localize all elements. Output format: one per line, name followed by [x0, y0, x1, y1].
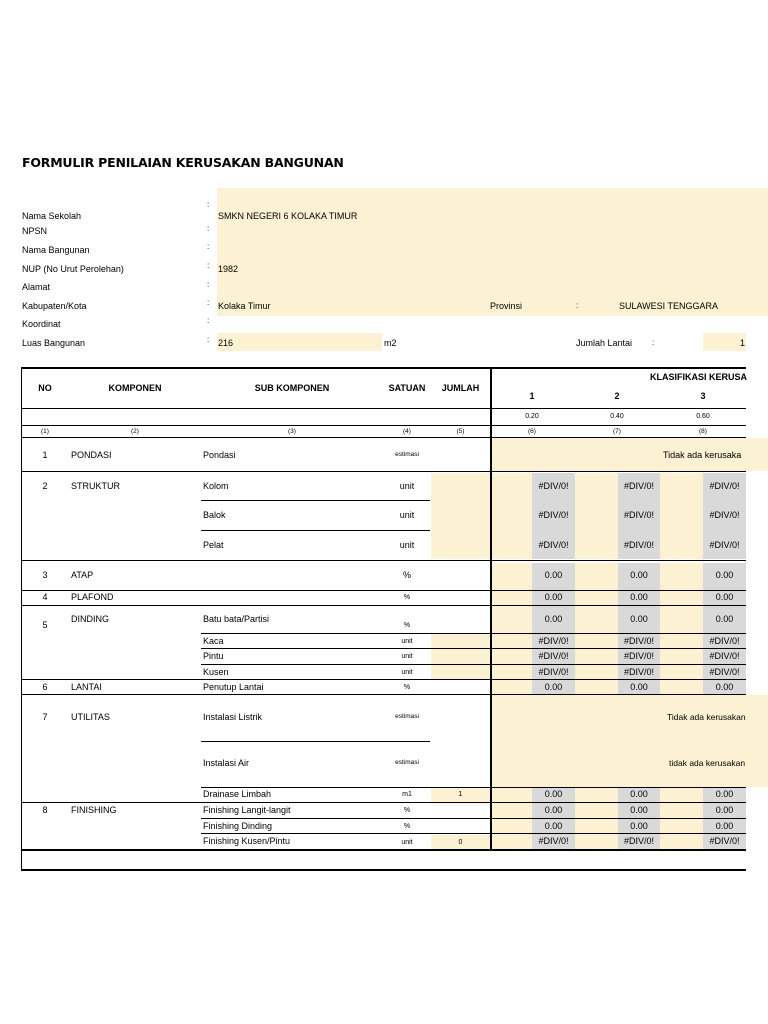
provinsi-value[interactable]: SULAWESI TENGGARA	[619, 301, 719, 311]
value-2: #DIV/0!	[623, 836, 654, 846]
header-klasifikasi: KLASIFIKASI KERUSA	[650, 372, 748, 382]
kabupaten-label: Kabupaten/Kota	[22, 301, 87, 311]
table-line	[21, 425, 746, 426]
colon: :	[207, 335, 210, 344]
row-satuan: %	[403, 594, 411, 601]
row-sub: Penutup Lantai	[203, 682, 264, 692]
nama-sekolah-label: Nama Sekolah	[22, 211, 82, 221]
row-satuan: unit	[399, 481, 415, 491]
row-sub: Finishing Dinding	[203, 821, 273, 831]
alamat-label: Alamat	[22, 282, 51, 292]
value-3: #DIV/0!	[709, 636, 740, 646]
value-3: 0.00	[715, 821, 734, 831]
table-line	[201, 787, 746, 788]
value-3: #DIV/0!	[709, 836, 740, 846]
row-sub: Batu bata/Partisi	[203, 614, 270, 624]
value-3: #DIV/0!	[709, 481, 740, 491]
value-3: 0.00	[715, 682, 734, 692]
row-sub: Finishing Langit-langit	[203, 805, 291, 815]
row-sub: Pintu	[203, 651, 224, 661]
value-3: #DIV/0!	[709, 667, 740, 677]
nup-label: NUP (No Urut Perolehan)	[22, 264, 124, 274]
table-line	[21, 408, 746, 409]
row-komponen: STRUKTUR	[71, 481, 120, 491]
colon: :	[207, 224, 210, 233]
table-line	[21, 802, 746, 803]
colon: :	[207, 316, 210, 325]
luas-value[interactable]: 216	[218, 338, 234, 348]
table-line	[201, 648, 746, 649]
row-sub: Pondasi	[203, 450, 236, 460]
header-k2: 2	[614, 391, 620, 401]
luas-label: Luas Bangunan	[22, 338, 86, 348]
provinsi-label: Provinsi	[490, 301, 523, 311]
row-satuan: unit	[401, 839, 413, 846]
value-2: #DIV/0!	[623, 636, 654, 646]
row-sub: Instalasi Air	[203, 758, 250, 768]
row-komponen: PONDASI	[71, 450, 112, 460]
table-line	[21, 605, 746, 606]
table-line	[21, 849, 746, 851]
table-line	[201, 500, 430, 501]
row-komponen: FINISHING	[71, 805, 117, 815]
row-sub: Drainase Limbah	[203, 789, 272, 799]
row-komponen: ATAP	[71, 570, 94, 580]
value-3: #DIV/0!	[709, 651, 740, 661]
row-no: 5	[42, 620, 48, 630]
colon: :	[652, 338, 655, 347]
value-1: 0.00	[544, 614, 563, 624]
row-satuan: %	[402, 570, 411, 580]
colon: :	[207, 261, 210, 270]
row-no: 2	[42, 481, 48, 491]
row-no: 6	[42, 682, 48, 692]
col-num: (2)	[131, 428, 139, 435]
row-satuan: %	[403, 684, 411, 691]
row-no: 7	[42, 712, 48, 722]
header-jumlah: JUMLAH	[441, 383, 480, 393]
colon: :	[207, 200, 210, 209]
value-2: #DIV/0!	[623, 540, 654, 550]
table-line	[21, 679, 746, 680]
table-line	[201, 530, 430, 531]
value-2: 0.00	[630, 805, 648, 815]
value-1: #DIV/0!	[538, 667, 569, 677]
value-1: #DIV/0!	[538, 636, 569, 646]
row-satuan: m1	[402, 791, 412, 798]
value-1: #DIV/0!	[538, 540, 569, 550]
row-satuan: unit	[399, 540, 415, 550]
value-1: 0.00	[544, 570, 563, 580]
nama-sekolah-value[interactable]: SMKN NEGERI 6 KOLAKA TIMUR	[218, 211, 358, 221]
row-jumlah[interactable]: 1	[458, 791, 463, 798]
weight-3: 0.60	[696, 413, 710, 420]
utilitas-note-cover	[491, 695, 768, 787]
koordinat-label: Koordinat	[22, 319, 61, 329]
row-sub: Pelat	[203, 540, 224, 550]
table-divider	[490, 367, 492, 850]
value-2: 0.00	[630, 682, 648, 692]
row-no: 4	[42, 592, 48, 602]
header-k1: 1	[529, 391, 535, 401]
header-komponen: KOMPONEN	[108, 383, 162, 393]
row-jumlah[interactable]: 0	[458, 839, 463, 846]
table-line	[201, 633, 746, 634]
row-sub: Instalasi Listrik	[203, 712, 263, 722]
info-highlight	[217, 188, 768, 316]
row-satuan: unit	[399, 510, 415, 520]
weight-1: 0.20	[525, 413, 539, 420]
utilitas-note: Tidak ada kerusakan	[667, 712, 746, 722]
table-line	[201, 833, 746, 834]
jumlah-lantai-value[interactable]: 1	[740, 338, 746, 348]
value-1: #DIV/0!	[538, 510, 569, 520]
header-satuan: SATUAN	[388, 383, 426, 393]
row-satuan: %	[403, 622, 411, 629]
colon: :	[207, 280, 210, 289]
row-satuan: estimasi	[395, 451, 419, 458]
table-line	[201, 741, 430, 742]
value-1: 0.00	[544, 821, 563, 831]
nama-bangunan-label: Nama Bangunan	[22, 245, 90, 255]
row-sub: Finishing Kusen/Pintu	[203, 836, 291, 846]
col-num: (4)	[403, 428, 411, 435]
value-3: #DIV/0!	[709, 540, 740, 550]
row-komponen: DINDING	[71, 614, 109, 624]
colon: :	[207, 242, 210, 251]
value-1: #DIV/0!	[538, 481, 569, 491]
row-komponen: UTILITAS	[71, 712, 110, 722]
header-sub-komponen: SUB KOMPONEN	[254, 383, 330, 393]
row-sub: Balok	[203, 510, 226, 520]
col-num: (6)	[528, 428, 536, 435]
row-satuan: unit	[401, 669, 413, 676]
value-1: 0.00	[544, 592, 563, 602]
value-2: #DIV/0!	[623, 667, 654, 677]
table-bottom-border	[21, 869, 746, 871]
table-line	[21, 590, 746, 591]
table-line	[201, 664, 746, 665]
value-3: 0.00	[715, 570, 734, 580]
row-sub: Kaca	[203, 636, 224, 646]
row-sub: Kolom	[203, 481, 229, 491]
col-num: (3)	[288, 428, 296, 435]
table-line	[201, 818, 746, 819]
row-sub: Kusen	[203, 667, 229, 677]
value-1: 0.00	[544, 789, 563, 799]
col-num: (5)	[456, 428, 465, 435]
row-satuan: estimasi	[395, 759, 419, 766]
colon: :	[207, 298, 210, 307]
value-3: 0.00	[715, 614, 734, 624]
value-3: 0.00	[715, 789, 734, 799]
table-line	[21, 437, 746, 438]
value-2: 0.00	[630, 614, 648, 624]
value-2: 0.00	[630, 821, 648, 831]
row-satuan: %	[403, 807, 411, 814]
row-komponen: LANTAI	[71, 682, 102, 692]
jumlah-lantai-label: Jumlah Lantai	[576, 338, 633, 348]
value-3: #DIV/0!	[709, 510, 740, 520]
value-3: 0.00	[715, 805, 734, 815]
luas-highlight	[217, 333, 382, 351]
jumlah-input-struktur[interactable]	[431, 473, 490, 559]
header-k3: 3	[700, 391, 706, 401]
value-1: 0.00	[544, 805, 563, 815]
col-num: (8)	[699, 428, 707, 435]
jumlah-input-dinding[interactable]	[431, 633, 490, 680]
row-satuan: unit	[401, 653, 413, 660]
luas-unit: m2	[384, 338, 397, 348]
kabupaten-value[interactable]: Kolaka Timur	[218, 301, 271, 311]
weight-2: 0.40	[610, 413, 624, 420]
row-satuan: estimasi	[395, 713, 419, 720]
value-2: #DIV/0!	[623, 510, 654, 520]
table-top-border	[21, 367, 746, 369]
table-line	[21, 560, 746, 561]
utilitas-note-air: tidak ada kerusakan	[669, 758, 746, 768]
form-title: FORMULIR PENILAIAN KERUSAKAN BANGUNAN	[22, 155, 344, 170]
value-2: 0.00	[630, 592, 648, 602]
value-2: 0.00	[630, 570, 648, 580]
col-num: (7)	[613, 428, 621, 435]
value-1: #DIV/0!	[538, 836, 569, 846]
nup-value[interactable]: 1982	[218, 264, 239, 274]
table-line	[21, 694, 746, 695]
value-2: #DIV/0!	[623, 481, 654, 491]
pondasi-note: Tidak ada kerusaka	[663, 450, 742, 460]
colon: :	[576, 301, 579, 310]
npsn-label: NPSN	[22, 226, 48, 236]
row-satuan: %	[403, 823, 411, 830]
header-no: NO	[38, 383, 52, 393]
row-no: 8	[42, 805, 48, 815]
row-no: 3	[42, 570, 48, 580]
row-satuan: unit	[401, 638, 413, 645]
row-komponen: PLAFOND	[71, 592, 114, 602]
col-num: (1)	[41, 428, 49, 435]
row-no: 1	[42, 450, 48, 460]
value-2: 0.00	[630, 789, 648, 799]
value-2: #DIV/0!	[623, 651, 654, 661]
table-left-border	[21, 367, 22, 870]
value-1: 0.00	[544, 682, 563, 692]
table-line	[21, 471, 746, 472]
value-3: 0.00	[715, 592, 734, 602]
value-1: #DIV/0!	[538, 651, 569, 661]
